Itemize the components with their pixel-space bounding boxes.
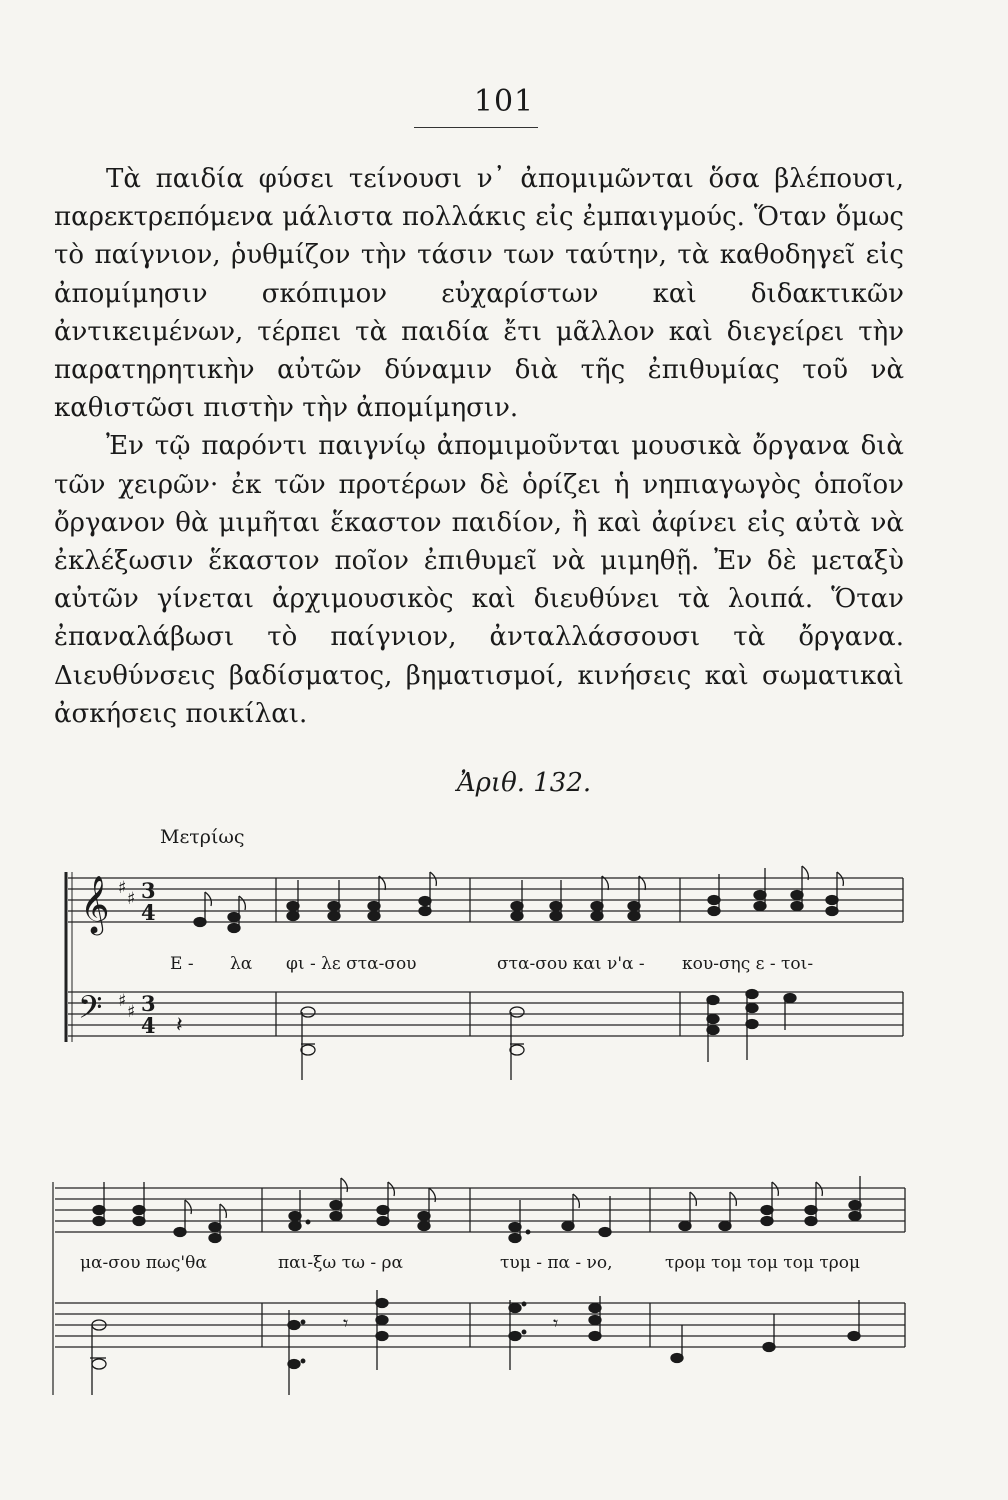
- eighth-note: [174, 1200, 191, 1237]
- bass-staff-2: [55, 1303, 905, 1347]
- half-note: [90, 1320, 106, 1395]
- time-signature-numerator: 3: [141, 878, 156, 903]
- eighth-note: [194, 892, 211, 927]
- eighth-note: [719, 1192, 736, 1231]
- lyric-syllable: παι-ξω τω - ρα: [278, 1253, 403, 1273]
- paragraph: Ἐν τῷ παρόντι παιγνίῳ ἀπομιμοῦνται μουσικὰ ὄργανα διὰ τῶν χειρῶν· ἐκ τῶν προτέρων δὲ ὁρίζει ἡ νηπιαγωγὸς ὁποῖον ὄργανον θὰ μιμῆται ἕκαστον παιδίον, ἢ καὶ ἀφίνει εἰς αὐτὰ νὰ ἐκλέξωσιν ἕκαστον ποῖον ἐπιθυμεῖ νὰ μιμηθῇ. Ἐν δὲ μεταξὺ αὐτῶν γίνεται ἀρχιμουσικὸς καὶ διευθύνει τὰ λοιπά. Ὅταν ἐπαναλάβωσι τὸ παίγνιον, ἀνταλλάσσουσι τὰ ὄργανα. Διευθύνσεις βαδίσματος, βηματισμοί, κινήσεις καὶ σωματικαὶ ἀσκήσεις ποικίλαι.: [54, 431, 904, 729]
- page-number: 101: [473, 84, 535, 119]
- lyric-syllable: στα-σου και ν'α -: [497, 954, 645, 974]
- dotted-quarter-note: [509, 1300, 526, 1370]
- half-note: [301, 1007, 315, 1080]
- lyric-syllable: φι - λε στα-σου: [286, 954, 417, 974]
- eighth-rest-icon: 𝄾: [343, 1311, 349, 1335]
- quarter-rest-icon: 𝄽: [176, 1013, 183, 1038]
- treble-clef-icon: 𝄞: [80, 875, 110, 933]
- time-signature-numerator: 3: [141, 991, 156, 1016]
- eighth-note: [228, 896, 245, 933]
- eighth-note: [368, 876, 385, 921]
- bass-staff-1: [68, 992, 903, 1036]
- quarter-note: [707, 996, 719, 1063]
- quarter-note: [849, 1176, 861, 1221]
- tempo-marking: Μετρίως: [160, 826, 245, 848]
- piece-number-heading: Ἀριθ. 132.: [456, 768, 592, 798]
- lyric-syllable: τυμ - πα - νο,: [500, 1253, 613, 1273]
- sharp-icon: ♯: [127, 889, 136, 909]
- quarter-note: [746, 990, 758, 1061]
- eighth-note: [418, 1188, 435, 1231]
- eighth-note: [628, 876, 645, 921]
- quarter-note: [708, 874, 720, 916]
- lyric-syllable: λα: [230, 954, 253, 974]
- quarter-note: [848, 1300, 860, 1341]
- sharp-icon: ♯: [118, 878, 127, 898]
- lyric-syllable: Ε -: [170, 954, 194, 974]
- sharp-icon: ♯: [118, 991, 127, 1011]
- eighth-note: [791, 866, 808, 911]
- sharp-icon: ♯: [127, 1002, 136, 1022]
- lyric-syllable: κου-σης ε - τοι-: [682, 954, 814, 974]
- eighth-note: [376, 1290, 388, 1370]
- paragraph: Τὰ παιδία φύσει τείνουσι ν᾽ ἀπομιμῶνται ὅσα βλέπουσι, παρεκτρεπόμενα μάλιστα πολλάκις εἰς ἐμπαιγμούς. Ὅταν ὅμως τὸ παίγνιον, ῥυθμίζον τὴν τάσιν των ταύτην, τὰ καθοδηγεῖ εἰς ἀπομίμησιν σκόπιμον εὐχαρίστων καὶ διδακτικῶν ἀντικειμένων, τέρπει τὰ παιδία ἔτι μᾶλλον καὶ διεγείρει τὴν παρατηρητικὴν αὐτῶν δύναμιν διὰ τῆς ἐπιθυμίας τοῦ νὰ καθιστῶσι πιστὴν τὴν ἀπομίμησιν.: [54, 164, 904, 424]
- lyric-syllable: μα-σου πως'θα: [80, 1253, 207, 1273]
- quarter-note: [671, 1325, 683, 1363]
- eighth-rest-icon: 𝄾: [553, 1311, 559, 1335]
- eighth-note: [679, 1192, 696, 1231]
- treble-staff-2: [55, 1188, 905, 1232]
- half-note: [510, 1007, 524, 1080]
- eighth-note: [591, 876, 608, 921]
- dotted-quarter-note: [288, 1310, 305, 1395]
- lyric-syllable: τρομ τομ τομ τομ τρομ: [665, 1253, 861, 1273]
- time-signature-denominator: 4: [141, 1013, 156, 1038]
- quarter-note: [763, 1314, 775, 1352]
- treble-staff-1: [68, 878, 903, 922]
- bass-clef-icon: 𝄢: [78, 989, 103, 1033]
- quarter-note: [599, 1196, 611, 1237]
- time-signature-denominator: 4: [141, 900, 156, 925]
